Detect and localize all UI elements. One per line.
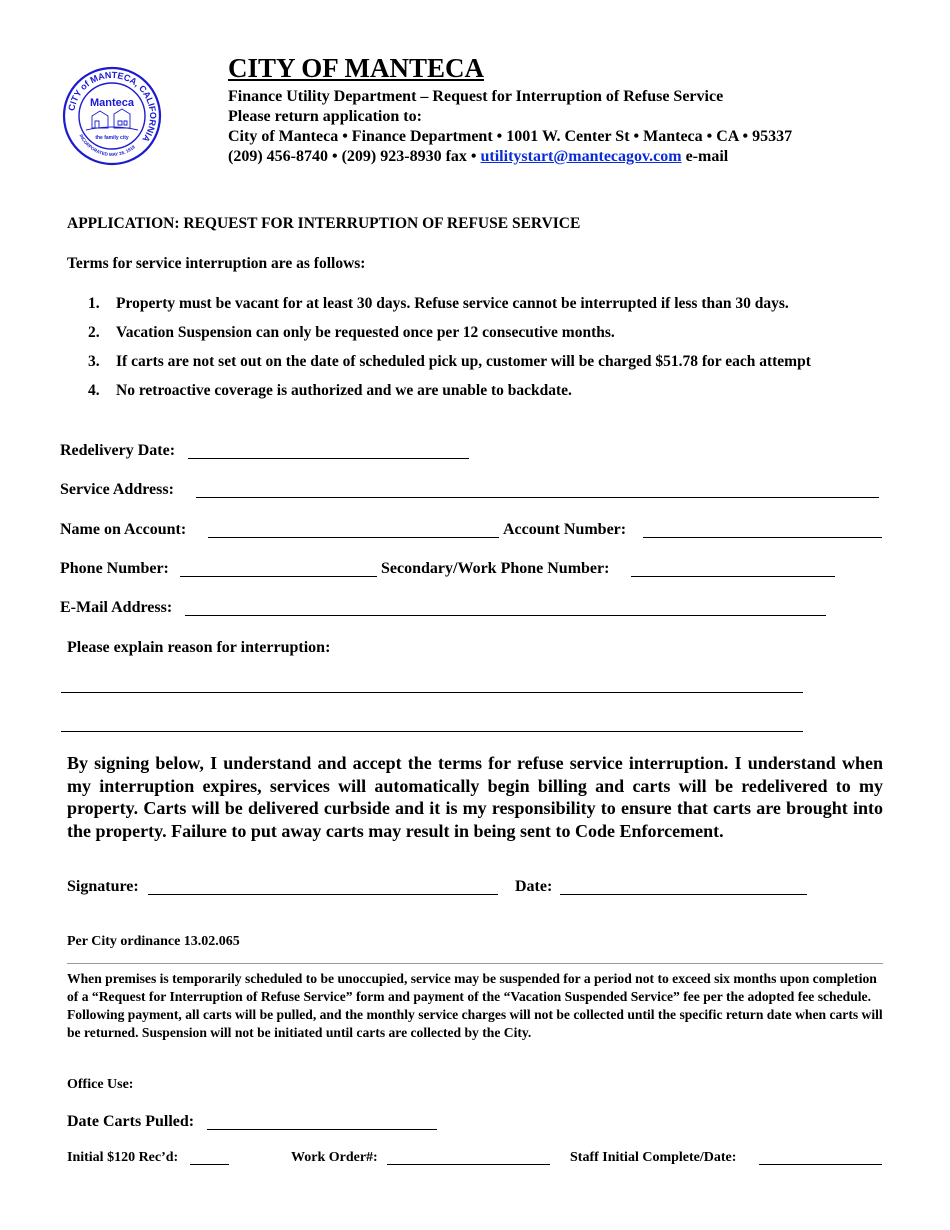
account-number-field[interactable] [643, 537, 882, 538]
reason-line-2[interactable] [61, 731, 803, 732]
ordinance-text: When premises is temporarily scheduled to be unoccupied, service may be suspended for a period not to exceed six months upon completion of a “Request for Interruption of Refuse Service” form and payment of the “Vacation Suspended Service” fee per the adopted fee schedule. Following payment, all carts will be pulled, and the monthly service charges will not be collected until the specific return date when carts will be returned. Suspension will not be initiated until carts are collected by the City. [67, 971, 883, 1040]
agreement-text: By signing below, I understand and accept the terms for refuse service interruption. I understand when my interruption expires, services will automatically begin billing and carts will be redelivered to my property. Carts will be delivered curbside and it is my responsibility to ensure that carts are brought into the property. Failure to put away carts may result in being sent to Code Enforcement. [67, 753, 883, 841]
redelivery-date-label: Redelivery Date: [60, 442, 176, 459]
name-on-account-field[interactable] [208, 537, 499, 538]
signature-field[interactable] [148, 894, 498, 895]
office-use-label: Office Use: [67, 1077, 134, 1092]
header-subtitle: Finance Utility Department – Request for Interruption of Refuse Service [228, 88, 724, 105]
seal-incorporated-text: INCORPORATED MAY 28, 1918 [78, 133, 136, 158]
phone-number-label: Phone Number: [60, 560, 169, 577]
redelivery-date-field[interactable] [188, 458, 469, 459]
seal-emblem-icon [86, 109, 138, 130]
seal-tagline: the family city [95, 135, 129, 141]
contact-line [228, 147, 728, 167]
reason-label: Please explain reason for interruption: [67, 639, 331, 656]
term-number: 4. [88, 382, 100, 399]
initial-received-field[interactable] [190, 1164, 229, 1165]
secondary-phone-field[interactable] [631, 576, 835, 577]
name-on-account-label: Name on Account: [60, 521, 187, 538]
work-order-label: Work Order#: [291, 1150, 378, 1165]
staff-initial-field[interactable] [759, 1164, 882, 1165]
signature-label: Signature: [67, 878, 139, 895]
email-suffix: e-mail [685, 148, 729, 165]
term-number: 3. [88, 353, 100, 370]
staff-initial-label: Staff Initial Complete/Date: [570, 1150, 737, 1165]
reason-line-1[interactable] [61, 692, 803, 693]
application-title: APPLICATION: REQUEST FOR INTERRUPTION OF REFUSE SERVICE [67, 215, 581, 232]
city-seal-logo [62, 66, 162, 166]
initial-received-label: Initial $120 Rec’d: [67, 1150, 179, 1165]
date-label: Date: [515, 878, 553, 895]
divider [67, 963, 883, 964]
date-carts-pulled-field[interactable] [207, 1129, 437, 1130]
terms-intro: Terms for service interruption are as follows: [67, 255, 366, 272]
date-carts-pulled-label: Date Carts Pulled: [67, 1113, 195, 1130]
email-link[interactable]: utilitystart@mantecagov.com [480, 148, 682, 165]
term-text: Vacation Suspension can only be requested once per 12 consecutive months. [116, 324, 615, 341]
term-text: Property must be vacant for at least 30 days. Refuse service cannot be interrupted if less than 30 days. [116, 295, 789, 312]
secondary-phone-label: Secondary/Work Phone Number: [381, 560, 610, 577]
term-number: 2. [88, 324, 100, 341]
ordinance-label: Per City ordinance 13.02.065 [67, 934, 240, 949]
term-text: If carts are not set out on the date of scheduled pick up, customer will be charged $51.78 for each attempt [116, 353, 811, 370]
phone-fax: (209) 456-8740 • (209) 923-8930 fax • [228, 148, 477, 165]
mailing-address: City of Manteca • Finance Department • 1001 W. Center St • Manteca • CA • 95337 [228, 128, 793, 145]
term-number: 1. [88, 295, 100, 312]
service-address-label: Service Address: [60, 481, 174, 498]
return-label: Please return application to: [228, 108, 422, 125]
email-address-field[interactable] [185, 615, 826, 616]
service-address-field[interactable] [196, 497, 879, 498]
term-text: No retroactive coverage is authorized and we are unable to backdate. [116, 382, 572, 399]
phone-number-field[interactable] [180, 576, 377, 577]
signature-date-field[interactable] [560, 894, 807, 895]
page-title: CITY OF MANTECA [228, 53, 484, 83]
seal-ring-text: CITY of MANTECA, CALIFORNIA [66, 69, 159, 144]
work-order-field[interactable] [387, 1164, 550, 1165]
account-number-label: Account Number: [503, 521, 627, 538]
seal-name: Manteca [89, 97, 135, 109]
email-address-label: E-Mail Address: [60, 599, 173, 616]
